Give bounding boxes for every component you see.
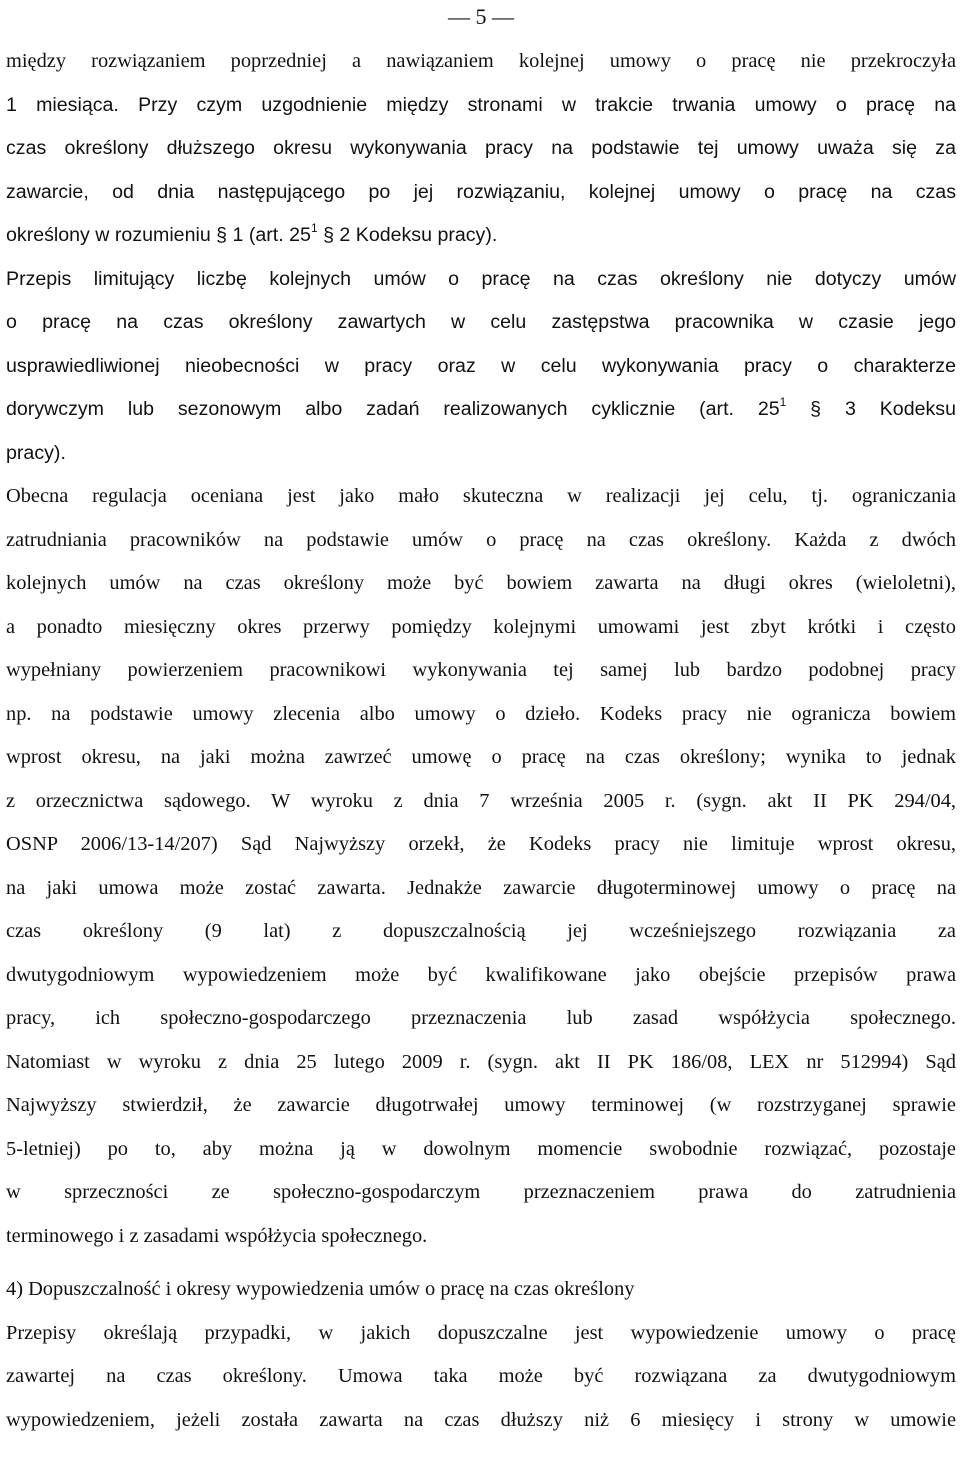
text-line: dwutygodniowym wypowiedzeniem może być kwalifikowane jako obejście przepisów prawa (6, 963, 956, 986)
text-line: Przepisy określają przypadki, w jakich dopuszczalne jest wypowiedzenie umowy o pracę (6, 1321, 956, 1344)
document-page (6, 0, 956, 1442)
text-line: pracy, ich społeczno-gospodarczego przeznaczenia lub zasad współżycia społecznego. (6, 1007, 956, 1029)
text-line: czas określony (9 lat) z dopuszczalnością jej wcześniejszego rozwiązania za (6, 920, 956, 942)
text-line: z orzecznictwa sądowego. W wyroku z dnia 7 września 2005 r. (sygn. akt II PK 294/04, (6, 789, 956, 812)
text-line: zawarcie, od dnia następującego po jej rozwiązaniu, kolejnej umowy o pracę na czas (6, 180, 956, 203)
paragraph-notice (6, 1312, 956, 1443)
page-number: — 5 — (448, 4, 514, 29)
text-line: na jaki umowa może zostać zawarta. Jednakże zawarcie długoterminowej umowy o pracę na (6, 876, 956, 899)
text-line: wypowiedzeniem, jeżeli została zawarta na czas dłuższy niż 6 miesięcy i strony w umowie (6, 1408, 956, 1431)
text-line: wprost okresu, na jaki można zawrzeć umowę o pracę na czas określony; wynika to jednak (6, 746, 956, 768)
text-line: 1 miesiąca. Przy czym uzgodnienie między stronami w trakcie trwania umowy o pracę na (6, 93, 956, 116)
text-line: usprawiedliwionej nieobecności w pracy oraz w celu wykonywania pracy o charakterze (6, 354, 956, 377)
text-line: zawartej na czas określony. Umowa taka może być rozwiązana za dwutygodniowym (6, 1365, 956, 1387)
text-line: 5-letniej) po to, aby można ją w dowolnym momencie swobodnie rozwiązać, pozostaje (6, 1137, 956, 1160)
text-line: w sprzeczności ze społeczno-gospodarczym przeznaczeniem prawa do zatrudnienia (6, 1181, 956, 1203)
text-line: a ponadto miesięczny okres przerwy pomiędzy kolejnymi umowami jest zbyt krótki i często (6, 615, 956, 638)
text-line: czas określony dłuższego okresu wykonywania pracy na podstawie tej umowy uważa się za (6, 137, 956, 159)
section-heading (6, 1268, 956, 1312)
text-line: Najwyższy stwierdził, że zawarcie długotrwałej umowy terminowej (w rozstrzyganej sprawie (6, 1094, 956, 1116)
text-line: dorywczym lub sezonowym albo zadań realizowanych cyklicznie (art. $25^1$ § 3 Kodeksu (6, 395, 956, 420)
text-line: Przepis limitujący liczbę kolejnych umów o pracę na czas określony nie dotyczy umów (6, 267, 956, 290)
paragraph-continuation (6, 40, 956, 258)
section-heading-text: 4) Dopuszczalność i okresy wypowiedzenia umów o pracę na czas określony (6, 1278, 635, 1300)
paragraph-assessment (6, 475, 956, 1258)
text-line: terminowego i z zasadami współżycia społecznego. (6, 1224, 428, 1247)
text-line: o pracę na czas określony zawartych w celu zastępstwa pracownika w czasie jego (6, 311, 956, 333)
text-line: Obecna regulacja oceniana jest jako mało skuteczna w realizacji jej celu, tj. ograniczania (6, 485, 956, 507)
text-line: pracy). (6, 441, 66, 464)
text-line: OSNP 2006/13-14/207) Sąd Najwyższy orzekł, że Kodeks pracy nie limituje wprost okresu, (6, 833, 956, 855)
text-line: Natomiast w wyroku z dnia 25 lutego 2009 r. (sygn. akt II PK 186/08, LEX nr 512994) Sąd (6, 1050, 956, 1073)
text-line: zatrudniania pracowników na podstawie umów o pracę na czas określony. Każda z dwóch (6, 528, 956, 551)
text-line: między rozwiązaniem poprzedniej a nawiązaniem kolejnej umowy o pracę nie przekroczyła (6, 50, 956, 72)
text-line: wypełniany powierzeniem pracownikowi wykonywania tej samej lub bardzo podobnej pracy (6, 659, 956, 681)
text-line: np. na podstawie umowy zlecenia albo umowy o dzieło. Kodeks pracy nie ogranicza bowiem (6, 702, 956, 725)
paragraph-exceptions (6, 258, 956, 476)
text-line: określony w rozumieniu § 1 (art. $25^1$ § 2 Kodeksu pracy). (6, 221, 498, 246)
text-line: kolejnych umów na czas określony może być bowiem zawarta na długi okres (wieloletni), (6, 572, 956, 594)
